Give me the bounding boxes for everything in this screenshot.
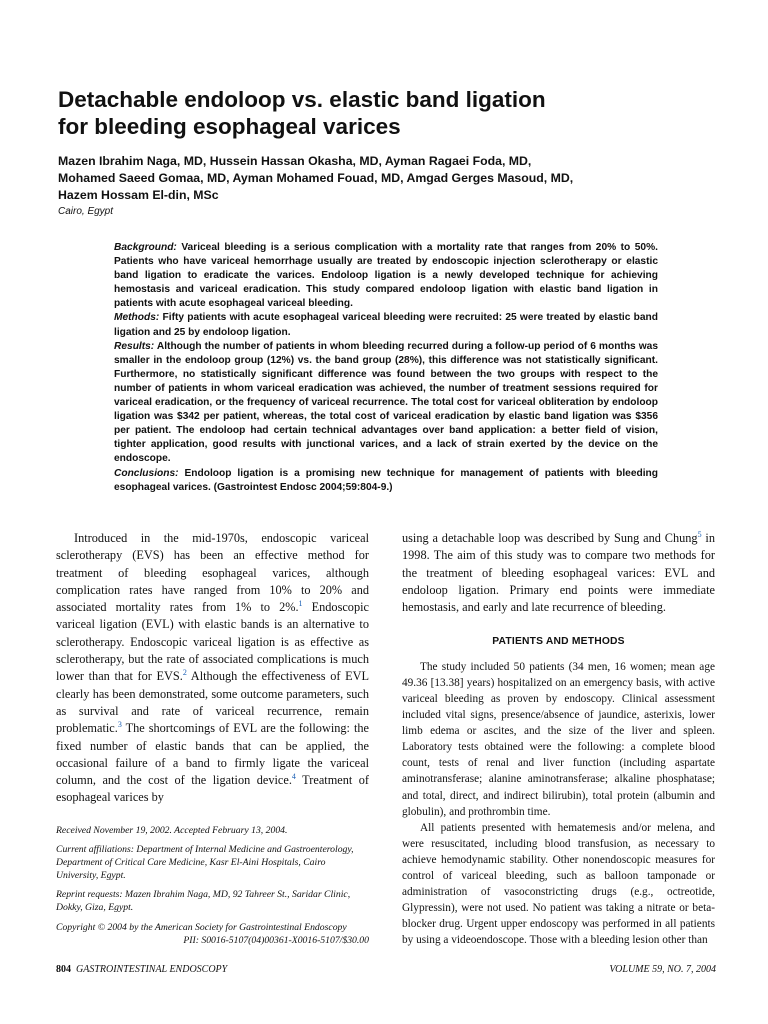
affiliation: Cairo, Egypt xyxy=(58,206,114,217)
left-column xyxy=(56,530,369,807)
methods-paragraph-1: The study included 50 patients (34 men, 16 women; mean age 49.36 [13.38] years) hospitalized on an emergency basis, with active variceal bleeding as proven by endoscopy. Clinical assessment included vital signs, presence/absence of jaundice, asterixis, lower limb edema or ascites, and the size of the liver and spleen. Laboratory tests obtained were the following: a complete blood count, tests of renal and liver function (including aspartate aminotransferase; alanine aminotransferase; alkaline phosphatase; and total, direct, and indirect bilirubin), total protein (albumin and globulin), and prothrombin time. xyxy=(402,660,715,818)
author-line-3: Hazem Hossam El-din, MSc xyxy=(58,188,219,202)
continuation-paragraph xyxy=(402,530,715,616)
author-line-1: Mazen Ibrahim Naga, MD, Hussein Hassan Okasha, MD, Ayman Ragaei Foda, MD, xyxy=(58,154,532,168)
results-text: Although the number of patients in whom bleeding recurred during a follow-up period of 6 months was smaller in the endoloop group (12%) vs. the band group (28%), this difference was not statistically significant. Furthermore, no statistically significant difference was found between the two groups with respect to the number of patients in whom variceal eradication was achieved, the number of treatment sessions required for variceal eradication, or the frequency of variceal recurrence. The total cost for variceal obliteration by endoloop ligation was $342 per patient, whereas, the total cost of variceal eradication by elastic band ligation was $356 per patient. The endoloop had certain technical advantages over band application: a better field of vision, tighter application, good results with junctional varices, and a lack of strain exerted by the device on the endoscope. xyxy=(114,340,658,465)
conclusions-text: Endoloop ligation is a promising new technique for management of patients with bleeding esophageal varices. (Gastrointest Endosc 2004;59:804-9.) xyxy=(114,467,658,493)
price-code: 0016-5107/$30.00 xyxy=(297,934,369,946)
reference-link-3[interactable]: 3 xyxy=(117,720,122,730)
intro-text-d: The shortcomings of EVL are the following: the fixed number of elastic bands that can be applied, the occasional failure of a band to firmly ligate the variceal column, and the cost of the ligation device. xyxy=(56,721,369,788)
abstract-results xyxy=(114,340,658,467)
methods-label: Methods: xyxy=(114,312,160,324)
conclusions-label: Conclusions: xyxy=(114,467,179,479)
footer-left xyxy=(56,964,227,975)
background-label: Background: xyxy=(114,242,177,253)
methods-text: Fifty patients with acute esophageal variceal bleeding were recruited: 25 were treated by elastic band ligation and 25 by endoloop ligation. xyxy=(114,312,658,338)
background-text: Variceal bleeding is a serious complication with a mortality rate that ranges from 20% to 50%. Patients who have variceal hemorrhage usually are treated by endoscopic injection sclerotherapy or elastic band ligation to eradicate the varices. Endoloop ligation is a newly developed technique for achieving hemostasis and variceal eradication. This study compared endoloop ligation with elastic band ligation in patients with acute esophageal variceal bleeding. xyxy=(114,242,658,310)
pii-code: PII: S0016-5107(04)00361-X xyxy=(183,934,298,946)
reprint-requests-note: Reprint requests: Mazen Ibrahim Naga, MD, 92 Tahreer St., Saridar Clinic, Dokky, Giza, Egypt. xyxy=(56,889,351,914)
title-line-2: for bleeding esophageal varices xyxy=(58,114,401,139)
methods-paragraph-2: All patients presented with hematemesis and/or melena, and were resuscitated, including blood transfusion, as necessary to achieve hemodynamic stability. Other nonendoscopic measures for control of variceal bleeding, such as balloon tamponade or administration of vasoconstricting drugs (e.g., octreotide, Glypressin), were not used. No patient was taking a nitrate or beta-blocker drug. Urgent upper endoscopy was performed in all patients by using a videoendoscope. Those with a bleeding lesion other than xyxy=(402,821,715,947)
abstract-conclusions xyxy=(114,467,658,495)
reference-link-1[interactable]: 1 xyxy=(298,599,303,609)
intro-text-e: Treatment of esophageal varices by xyxy=(56,773,370,805)
volume-issue: VOLUME 59, NO. 7, 2004 xyxy=(609,964,716,975)
abstract-methods xyxy=(114,311,658,339)
author-list xyxy=(58,153,718,204)
introduction-paragraph xyxy=(56,530,369,807)
reference-link-4[interactable]: 4 xyxy=(291,772,296,782)
continuation-text-b: in 1998. The aim of this study was to compare two methods for the treatment of bleeding esophageal varices: EVL and endoloop ligation. Primary end points were immediate hemostasis, and early and late recurrence of bleeding. xyxy=(402,531,715,615)
section-heading-patients-methods: PATIENTS AND METHODS xyxy=(492,636,625,648)
page-number: 804 xyxy=(56,964,71,975)
title-line-1: Detachable endoloop vs. elastic band ligation xyxy=(58,87,546,112)
abstract xyxy=(114,241,658,495)
received-note: Received November 19, 2002. Accepted February 13, 2004. xyxy=(56,825,288,836)
continuation-text-a: using a detachable loop was described by Sung and Chung xyxy=(402,531,698,545)
intro-text-c: Although the effectiveness of EVL clearly has been demonstrated, some outcome parameters, such as survival and rate of variceal recurrence, remain problematic. xyxy=(56,669,369,736)
article-title xyxy=(58,86,698,140)
journal-name: GASTROINTESTINAL ENDOSCOPY xyxy=(76,964,228,975)
right-column xyxy=(402,530,715,948)
reference-link-2[interactable]: 2 xyxy=(182,668,187,678)
reference-link-5[interactable]: 5 xyxy=(697,529,702,539)
results-label: Results: xyxy=(114,340,155,352)
intro-text-a: Introduced in the mid-1970s, endoscopic variceal sclerotherapy (EVS) has been an effective method for treatment of bleeding esophageal varices, although complication rates have ranged from 10% to 20% and associated mortality rates from 1% to 2%. xyxy=(56,531,369,615)
author-line-2: Mohamed Saeed Gomaa, MD, Ayman Mohamed Fouad, MD, Amgad Gerges Masoud, MD, xyxy=(58,171,574,185)
copyright-text: Copyright © 2004 by the American Society for Gastrointestinal Endoscopy xyxy=(56,921,347,933)
abstract-background xyxy=(114,241,658,311)
footnotes xyxy=(56,824,369,953)
intro-text-b: Endoscopic variceal ligation (EVL) with elastic bands is an alternative to sclerotherapy. Endoscopic variceal ligation is as effective as sclerotherapy, but the rate of associated complications is much lower than that for EVS. xyxy=(56,600,369,684)
current-affiliations-note: Current affiliations: Department of Internal Medicine and Gastroenterology, Department of Critical Care Medicine, Kasr El-Aini Hospitals, Cairo University, Egypt. xyxy=(56,844,354,882)
